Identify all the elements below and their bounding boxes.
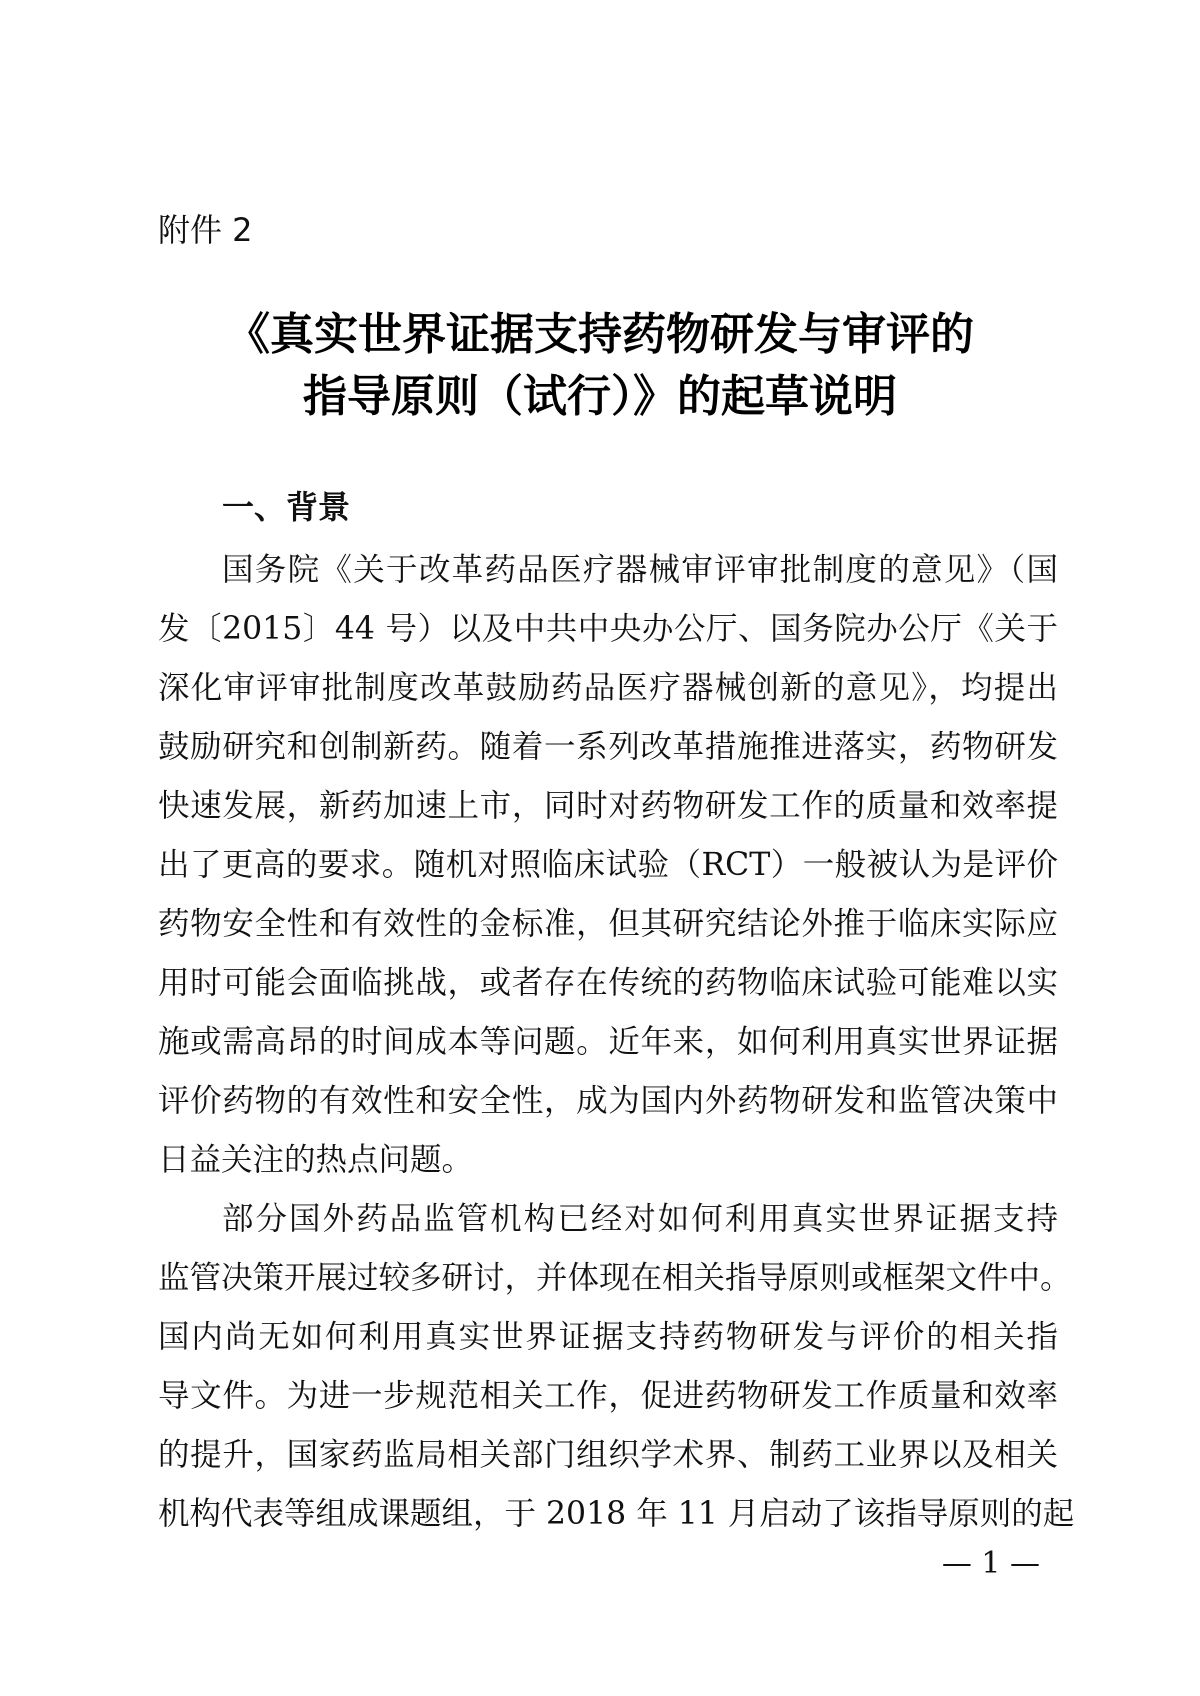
text-line: 发〔2015〕44 号）以及中共中央办公厅、国务院办公厅《关于 — [158, 611, 1058, 647]
text-line: 国务院《关于改革药品医疗器械审评审批制度的意见》（国 — [222, 552, 1058, 588]
title-line-1: 《真实世界证据支持药物研发与审评的 — [226, 309, 974, 360]
text-line: 药物安全性和有效性的金标准，但其研究结论外推于临床实际应 — [158, 906, 1058, 942]
text-line: 用时可能会面临挑战，或者存在传统的药物临床试验可能难以实 — [158, 965, 1058, 1001]
text-line: 出了更高的要求。随机对照临床试验（RCT）一般被认为是评价 — [158, 847, 1058, 883]
paragraph-background-1 — [158, 541, 1058, 1190]
document-title — [0, 304, 1200, 428]
text-line: 施或需高昂的时间成本等问题。近年来，如何利用真实世界证据 — [158, 1024, 1058, 1060]
text-line: 评价药物的有效性和安全性，成为国内外药物研发和监管决策中 — [158, 1083, 1058, 1119]
title-line-2: 指导原则（试行）》的起草说明 — [303, 371, 897, 422]
text-line: 快速发展，新药加速上市，同时对药物研发工作的质量和效率提 — [158, 788, 1058, 824]
text-line: 鼓励研究和创制新药。随着一系列改革措施推进落实，药物研发 — [158, 729, 1058, 765]
text-line: 深化审评审批制度改革鼓励药品医疗器械创新的意见》，均提出 — [158, 670, 1058, 706]
text-line: 机构代表等组成课题组，于 2018 年 11 月启动了该指导原则的起 — [158, 1496, 1075, 1532]
text-line: 的提升，国家药监局相关部门组织学术界、制药工业界以及相关 — [158, 1437, 1058, 1473]
text-line: 部分国外药品监管机构已经对如何利用真实世界证据支持 — [222, 1201, 1058, 1237]
section-heading: 一、背景 — [222, 488, 351, 526]
text-line: 导文件。为进一步规范相关工作，促进药物研发工作质量和效率 — [158, 1378, 1058, 1414]
text-line: 国内尚无如何利用真实世界证据支持药物研发与评价的相关指 — [158, 1319, 1058, 1355]
attachment-label: 附件 2 — [158, 211, 253, 249]
page-number: — 1 — — [941, 1546, 1040, 1581]
text-line: 日益关注的热点问题。 — [158, 1142, 474, 1178]
body-text — [158, 541, 1075, 1544]
text-line: 监管决策开展过较多研讨，并体现在相关指导原则或框架文件中。 — [158, 1260, 1072, 1296]
paragraph-background-2 — [158, 1190, 1075, 1544]
